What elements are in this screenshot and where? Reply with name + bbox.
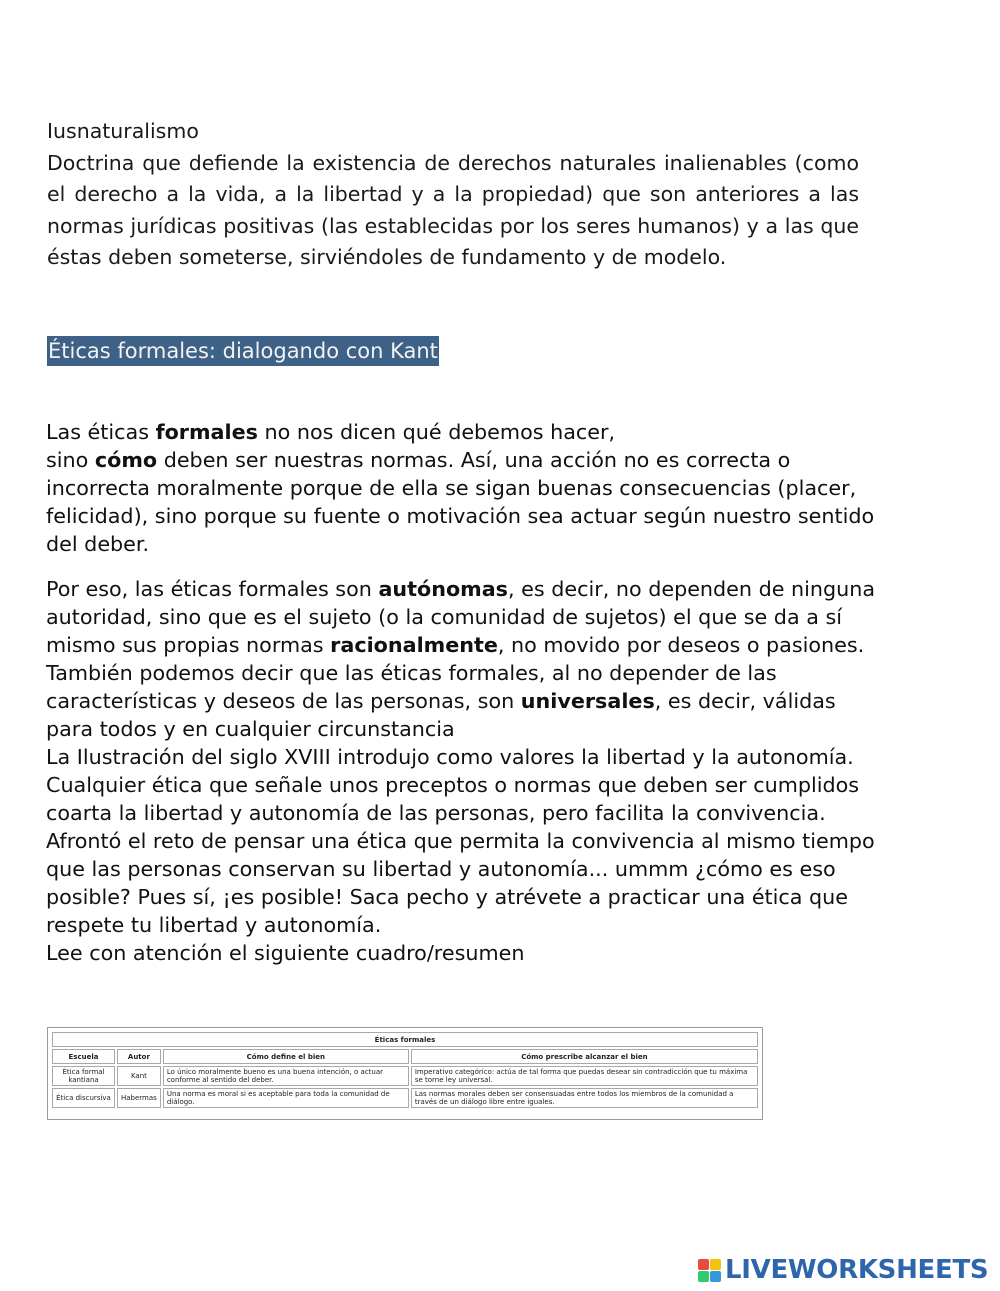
table-cell: Imperativo categórico: actúa de tal forma que puedas desear sin contradicción que tu máxima se torne ley universal. [411, 1066, 758, 1086]
table-cell: Ética discursiva [52, 1088, 115, 1108]
text-run: , no movido por deseos o pasiones. También podemos decir que las éticas formales, al no depender de las características y deseos de las personas, son [46, 633, 865, 713]
section-definition: Doctrina que defiende la existencia de derechos naturales inalienables (como el derecho a la vida, a la libertad y a la propiedad) que son anteriores a las normas jurídicas positivas (las establecidas por los seres humanos) y a las que éstas deben someterse, sirviéndoles de fundamento y de modelo. [47, 150, 859, 269]
logo-text: LIVEWORKSHEETS [725, 1255, 989, 1285]
logo-square [710, 1259, 721, 1270]
table-row [52, 1088, 758, 1108]
text-run: Las éticas [46, 420, 156, 444]
table-cell: Lo único moralmente bueno es una buena intención, o actuar conforme al sentido del deber. [163, 1066, 409, 1086]
paragraph-formal-ethics [46, 418, 876, 558]
text-run: , es decir, no dependen de ninguna autoridad, sino que es el sujeto (o la comunidad de sujetos) el que se da a sí mismo sus propias normas [46, 577, 876, 657]
text-run: La Ilustración del siglo XVIII introdujo como valores la libertad y la autonomía. Cualquier ética que señale unos preceptos o normas que deben ser cumplidos coarta la libertad y autonomía de las personas, pero facilita la convivencia. Afrontó el reto de pensar una ética que permita la convivencia al mismo tiempo que las personas conservan su libertad y autonomía... ummm ¿cómo es eso posible? Pues sí, ¡es posible! Saca pecho y atrévete a practicar una ética que respete tu libertad y autonomía. [46, 745, 875, 937]
table-cell: Kant [117, 1066, 161, 1086]
column-header: Autor [117, 1049, 161, 1064]
text-run: deben ser nuestras normas. Así, una acción no es correcta o incorrecta moralmente porque de ella se sigan buenas consecuencias (placer, felicidad), sino porque su fuente o motivación sea actuar según nuestro sentido del deber. [46, 448, 875, 556]
column-header: Cómo define el bien [163, 1049, 409, 1064]
table-cell: Las normas morales deben ser consensuadas entre todos los miembros de la comunidad a través de un diálogo libre entre iguales. [411, 1088, 758, 1108]
highlighted-heading: Éticas formales: dialogando con Kant [47, 336, 439, 366]
summary-table [47, 1027, 763, 1120]
text-run: Lee con atención el siguiente cuadro/resumen [46, 941, 525, 965]
logo-square [710, 1271, 721, 1282]
text-run: Por eso, las éticas formales son [46, 577, 379, 601]
text-run: , es decir, válidas para todos y en cualquier circunstancia [46, 689, 836, 741]
bold-term: formales [155, 420, 258, 444]
table-cell: Una norma es moral si es aceptable para toda la comunidad de diálogo. [163, 1088, 409, 1108]
text-run: no nos dicen qué debemos hacer, [257, 420, 616, 444]
text-run: sino [46, 448, 95, 472]
column-header: Escuela [52, 1049, 115, 1064]
bold-term: racionalmente [330, 633, 498, 657]
logo-icon [698, 1259, 721, 1282]
logo-square [698, 1259, 709, 1270]
bold-term: cómo [94, 448, 158, 472]
table-cell: Ética formal kantiana [52, 1066, 115, 1086]
paragraph-autonomy [46, 575, 876, 967]
logo-square [698, 1271, 709, 1282]
table-cell: Habermas [117, 1088, 161, 1108]
liveworksheets-logo [698, 1255, 988, 1285]
main-text [46, 418, 876, 967]
table-row [52, 1066, 758, 1086]
table-caption: Éticas formales [52, 1032, 758, 1047]
bold-term: universales [520, 689, 655, 713]
column-header: Cómo prescribe alcanzar el bien [411, 1049, 758, 1064]
section-title: Iusnaturalismo [47, 119, 199, 143]
bold-term: autónomas [378, 577, 508, 601]
iusnaturalismo-section [47, 116, 859, 274]
